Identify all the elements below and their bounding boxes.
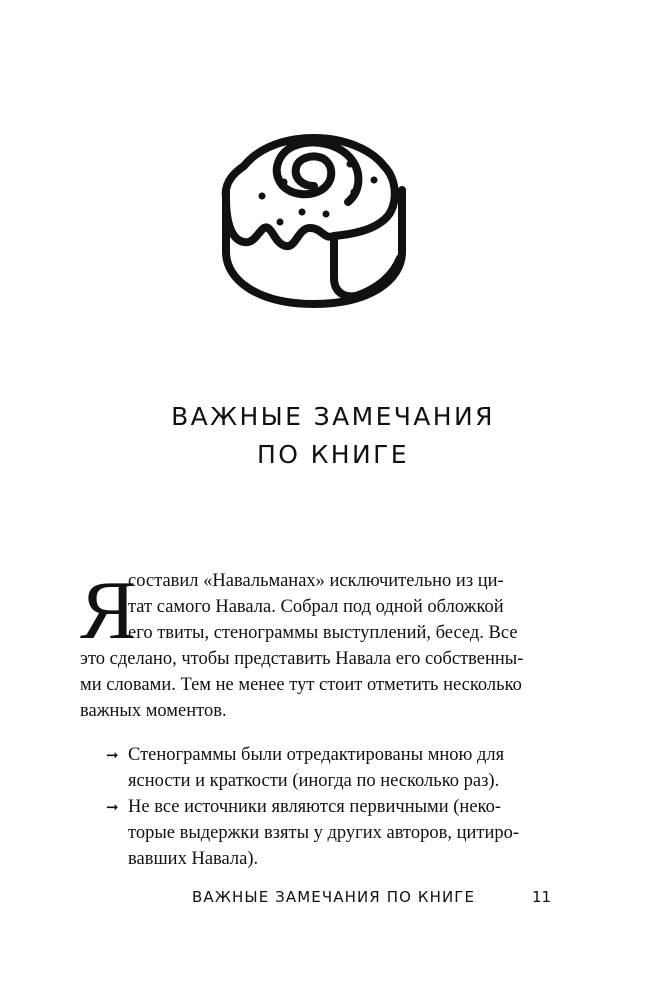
list-item-line: ясности и краткости (иногда по несколько раз).: [128, 771, 500, 791]
chapter-title-line-2: ПО КНИГЕ: [257, 440, 409, 469]
chapter-title: [0, 398, 666, 474]
list-item-line: торые выдержки взяты у других авторов, цитиро-: [128, 823, 520, 843]
intro-line: это сделано, чтобы представить Навала его собственны-: [80, 649, 524, 669]
chapter-title-line-1: ВАЖНЫЕ ЗАМЕЧАНИЯ: [171, 402, 495, 431]
drop-cap: Я: [80, 564, 137, 657]
cinnamon-roll-icon: [214, 128, 414, 318]
intro-line: тат самого Навала. Собрал под одной обложкой: [128, 597, 504, 617]
arrow-right-icon: ➞: [106, 746, 119, 764]
intro-line: составил «Навальманах» исключительно из ци-: [128, 571, 504, 591]
running-title: ВАЖНЫЕ ЗАМЕЧАНИЯ ПО КНИГЕ: [192, 888, 476, 906]
intro-line: его твиты, стенограммы выступлений, бесед. Все: [128, 623, 518, 643]
arrow-right-icon: ➞: [106, 798, 119, 816]
list-item-line: Не все источники являются первичными (неко-: [128, 797, 502, 817]
list-item-line: вавших Навала).: [128, 849, 259, 869]
page-number: 11: [532, 888, 552, 906]
intro-line: важных моментов.: [80, 701, 227, 721]
list-item-line: Стенограммы были отредактированы мною для: [128, 745, 505, 765]
intro-line: ми словами. Тем не менее тут стоит отметить несколько: [80, 675, 522, 695]
